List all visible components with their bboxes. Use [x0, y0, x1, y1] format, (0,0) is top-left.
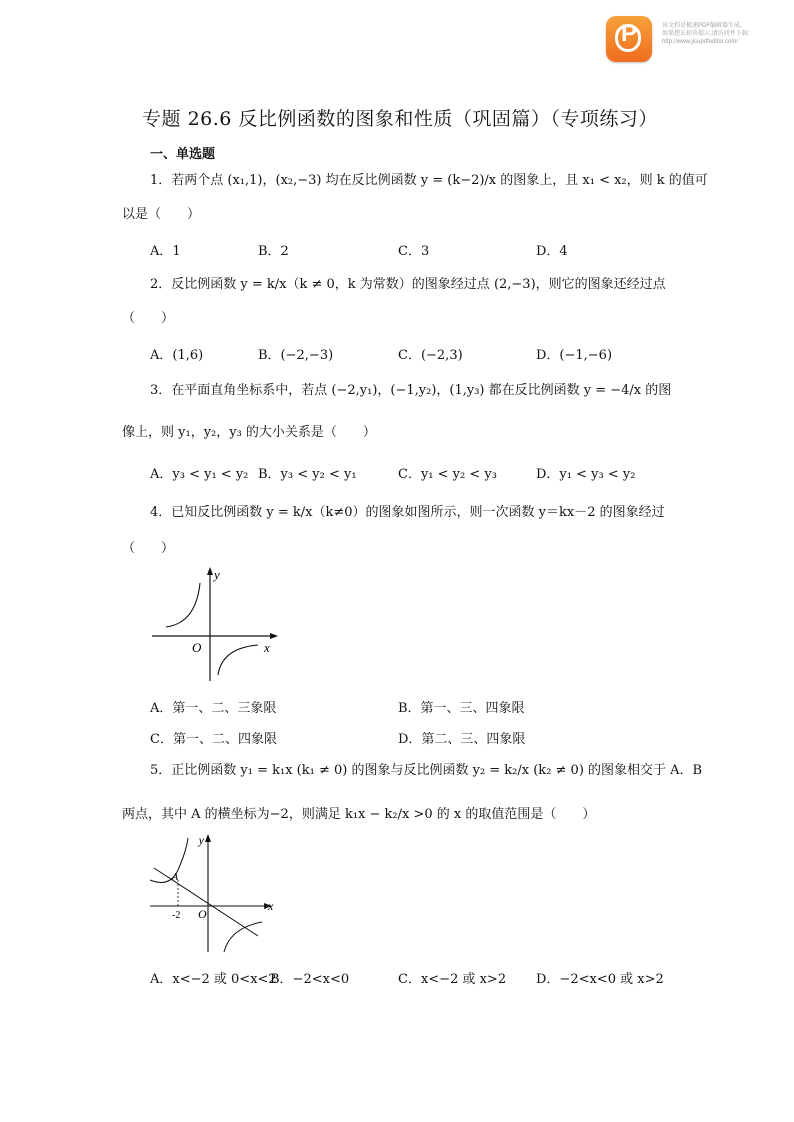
logo-letter: P [620, 20, 637, 47]
q4-x-arrow [270, 633, 278, 639]
q4-x-label: x [264, 640, 270, 655]
q1-option-a[interactable]: A．1 [150, 244, 181, 259]
q5-y-label: y [198, 833, 204, 847]
q1-option-d[interactable]: D．4 [536, 244, 568, 259]
q5-origin-label: O [198, 907, 207, 921]
question-1-line-2: 以是（ ） [122, 207, 201, 222]
q5-option-d[interactable]: D．−2<x<0 或 x>2 [536, 972, 664, 987]
q5-point-a-label: A [172, 872, 179, 883]
q5-line-y1 [154, 868, 258, 936]
q5-tick-label: -2 [172, 910, 181, 921]
question-2-line-2: （ ） [122, 311, 175, 326]
q5-y-arrow [205, 834, 211, 842]
q4-option-d[interactable]: D．第二、三、四象限 [398, 732, 526, 747]
q4-curve-branch-2 [166, 583, 200, 627]
q4-curve-branch-4 [218, 645, 258, 675]
q5-option-b[interactable]: B．−2<x<0 [270, 972, 350, 987]
watermark-text [662, 22, 790, 46]
page-title: 专题 26.6 反比例函数的图象和性质（巩固篇）（专项练习） [142, 108, 658, 130]
q4-origin-label: O [192, 640, 202, 655]
q3-option-a[interactable]: A．y₃ < y₁ < y₂ [150, 467, 249, 482]
q5-option-c[interactable]: C．x<−2 或 x>2 [398, 972, 507, 987]
q3-option-b[interactable]: B．y₃ < y₂ < y₁ [258, 467, 357, 482]
q5-option-a[interactable]: A．x<−2 或 0<x<2 [150, 972, 277, 987]
question-1-line-1: 1．若两个点 (x₁,1)，(x₂,−3) 均在反比例函数 y = (k−2)/x 的图象上，且 x₁ < x₂，则 k 的值可 [150, 173, 708, 188]
q5-x-label: x [268, 899, 274, 913]
question-3-line-2: 像上，则 y₁，y₂，y₃ 的大小关系是（ ） [122, 425, 376, 440]
question-3-line-1: 3．在平面直角坐标系中，若点 (−2,y₁)，(−1,y₂)，(1,y₃) 都在反比例函数 y = −4/x 的图 [150, 383, 672, 398]
q4-option-a[interactable]: A．第一、二、三象限 [150, 701, 277, 716]
question-4-line-2: （ ） [122, 541, 175, 556]
q3-option-d[interactable]: D．y₁ < y₃ < y₂ [536, 467, 636, 482]
question-4-line-1: 4．已知反比例函数 y = k/x（k≠0）的图象如图所示，则一次函数 y＝kx－2 的图象经过 [150, 505, 665, 520]
q2-option-a[interactable]: A．(1,6) [150, 348, 204, 363]
watermark-line: 如果想去掉该提示,请访问并下载: [662, 31, 750, 37]
question-5-line-1: 5．正比例函数 y₁ = k₁x (k₁ ≠ 0) 的图象与反比例函数 y₂ = k₂/x (k₂ ≠ 0) 的图象相交于 A．B [150, 763, 703, 778]
watermark-line: 该文档是极速PDF编辑器生成, [662, 23, 742, 29]
q4-y-label: y [214, 567, 220, 582]
q1-option-b[interactable]: B．2 [258, 244, 289, 259]
q4-option-c[interactable]: C．第一、二、四象限 [150, 732, 277, 747]
q1-option-c[interactable]: C．3 [398, 244, 430, 259]
question-2-line-1: 2．反比例函数 y = k/x（k ≠ 0，k 为常数）的图象经过点 (2,−3)，则它的图象还经过点 [150, 277, 666, 292]
q5-graph [146, 830, 278, 954]
pdf-editor-logo [606, 16, 652, 62]
q2-option-c[interactable]: C．(−2,3) [398, 348, 463, 363]
q4-graph [148, 563, 283, 683]
q2-option-d[interactable]: D．(−1,−6) [536, 348, 613, 363]
section-heading: 一、单选题 [150, 147, 216, 162]
q4-option-b[interactable]: B．第一、三、四象限 [398, 701, 525, 716]
q5-curve-branch-2 [150, 838, 188, 882]
q4-y-arrow [207, 567, 213, 575]
q3-option-c[interactable]: C．y₁ < y₂ < y₃ [398, 467, 497, 482]
question-5-line-2: 两点，其中 A 的横坐标为−2，则满足 k₁x − k₂/x >0 的 x 的取值范围是（ ） [122, 807, 596, 822]
watermark-line: http://www.jisupdfeditor.com/ [662, 39, 739, 45]
q2-option-b[interactable]: B．(−2,−3) [258, 348, 334, 363]
